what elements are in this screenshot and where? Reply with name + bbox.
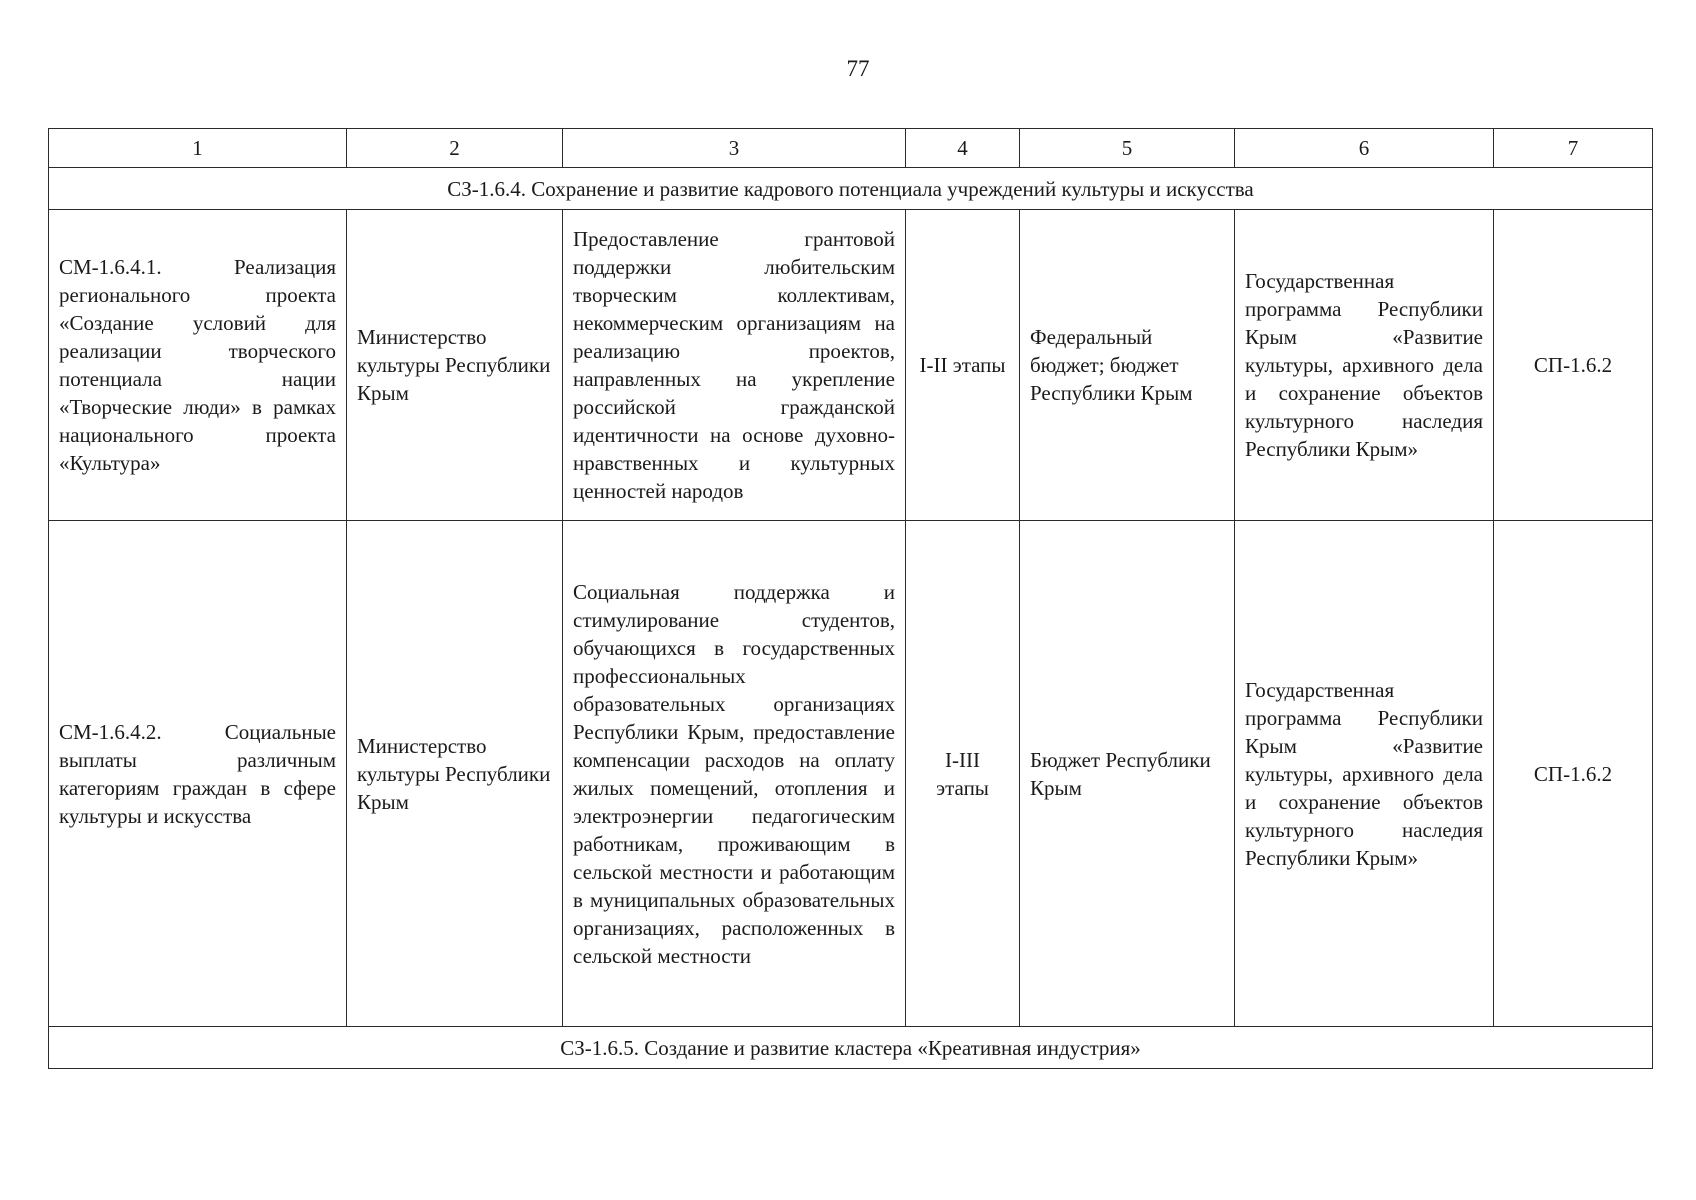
measure-cell: СМ-1.6.4.1. Реализация регионального проекта «Создание условий для реализации творческого потенциала нации «Творческие люди» в рамках национального проекта «Культура»: [49, 210, 347, 521]
stages-cell: I-II этапы: [906, 210, 1020, 521]
column-number-cell: 4: [906, 129, 1020, 168]
program-cell: Государственная программа Республики Крым «Развитие культуры, архивного дела и сохранение объектов культурного наследия Республики Крым»: [1235, 210, 1494, 521]
stages-cell: I-III этапы: [906, 521, 1020, 1027]
code-cell: СП-1.6.2: [1494, 521, 1653, 1027]
executor-cell: Министерство культуры Республики Крым: [347, 521, 563, 1027]
description-cell: Предоставление грантовой поддержки любительским творческим коллективам, некоммерческим организациям на реализацию проектов, направленных на укрепление российской гражданской идентичности на основе духовно-нравственных и культурных ценностей народов: [563, 210, 906, 521]
program-cell: Государственная программа Республики Крым «Развитие культуры, архивного дела и сохранение объектов культурного наследия Республики Крым»: [1235, 521, 1494, 1027]
column-number-cell: 1: [49, 129, 347, 168]
description-cell: Социальная поддержка и стимулирование студентов, обучающихся в государственных профессиональных образовательных организациях Республики Крым, предоставление компенсации расходов на оплату жилых помещений, отопления и электроэнергии педагогическим работникам, проживающим в сельской местности и работающим в муниципальных образовательных организациях, расположенных в сельской местности: [563, 521, 906, 1027]
column-number-cell: 3: [563, 129, 906, 168]
funding-cell: Федеральный бюджет; бюджет Республики Крым: [1020, 210, 1235, 521]
section-row: [49, 1027, 1653, 1069]
table-row: [49, 210, 1653, 521]
section-title: СЗ-1.6.5. Создание и развитие кластера «Креативная индустрия»: [49, 1027, 1653, 1069]
table-row: [49, 521, 1653, 1027]
measure-cell: СМ-1.6.4.2. Социальные выплаты различным категориям граждан в сфере культуры и искусства: [49, 521, 347, 1027]
column-number-cell: 7: [1494, 129, 1653, 168]
column-number-cell: 5: [1020, 129, 1235, 168]
section-row: [49, 168, 1653, 210]
page-number: 77: [846, 56, 870, 81]
column-number-cell: 6: [1235, 129, 1494, 168]
code-cell: СП-1.6.2: [1494, 210, 1653, 521]
executor-cell: Министерство культуры Республики Крым: [347, 210, 563, 521]
column-number-row: [49, 129, 1653, 168]
section-title: СЗ-1.6.4. Сохранение и развитие кадрового потенциала учреждений культуры и искусства: [49, 168, 1653, 210]
funding-cell: Бюджет Республики Крым: [1020, 521, 1235, 1027]
measures-table: [48, 128, 1653, 1069]
column-number-cell: 2: [347, 129, 563, 168]
